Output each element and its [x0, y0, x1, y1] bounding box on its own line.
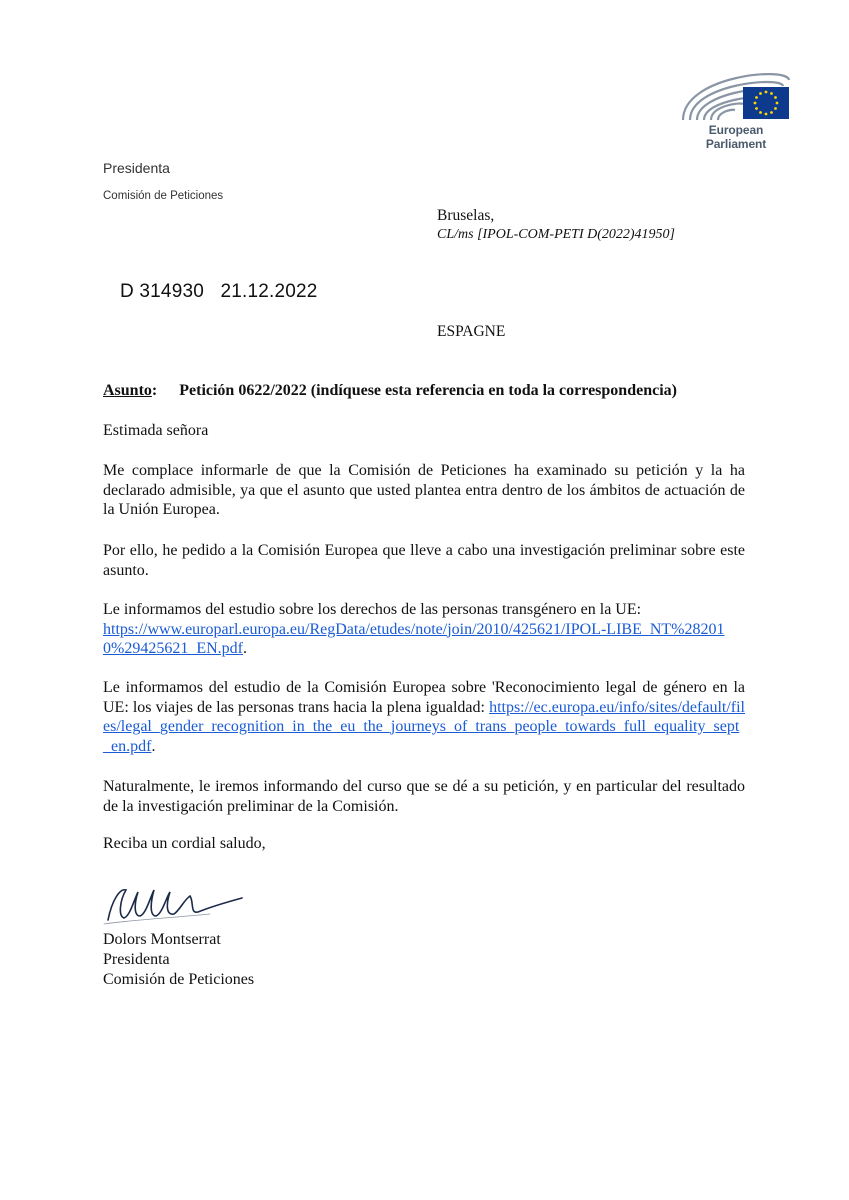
- greeting: Estimada señora: [103, 422, 209, 439]
- logo-text: European Parliament: [705, 123, 767, 151]
- paragraph-text: Le informamos del estudio de la Comisión Europea sobre 'Reconocimiento legal de género en la UE: los viajes de las personas trans hacia la plena igualdad:: [103, 679, 745, 716]
- place: Bruselas,: [437, 207, 495, 224]
- paragraph-investigation: Por ello, he pedido a la Comisión Europea que lleve a cabo una investigación preliminar sobre este asunto.: [103, 542, 745, 579]
- period: .: [151, 737, 156, 755]
- closing: Reciba un cordial saludo,: [103, 835, 266, 852]
- sender-title: Presidenta: [103, 160, 170, 176]
- signatory-name: Dolors Montserrat: [103, 931, 221, 948]
- recipient: ESPAGNE: [437, 323, 506, 340]
- subject-colon: :: [151, 382, 158, 399]
- paragraph-text: Le informamos del estudio sobre los derechos de las personas transgénero en la UE:: [103, 601, 642, 618]
- hemicycle-icon: [677, 62, 795, 124]
- subject-line: [103, 382, 677, 400]
- study-link-europarl[interactable]: https://www.europarl.europa.eu/RegData/etudes/note/join/2010/425621/IPOL-LIBE_NT%282010%29425621_EN.pdf: [103, 620, 725, 657]
- signatory-department: Comisión de Peticiones: [103, 971, 255, 988]
- handwritten-signature: [100, 870, 250, 930]
- subject-label: Asunto: [103, 382, 152, 399]
- period: .: [242, 640, 247, 657]
- paragraph-study-commission: [103, 678, 745, 756]
- study-link-commission[interactable]: https://ec.europa.eu/info/sites/default/files/legal_gender_recognition_in_the_eu_the_journeys_of_trans_people_towards_full_equality_sept_en.pdf: [103, 698, 745, 755]
- signatory-role: Presidenta: [103, 951, 170, 968]
- reference: CL/ms [IPOL-COM-PETI D(2022)41950]: [437, 227, 675, 242]
- paragraph-admissible: Me complace informarle de que la Comisión de Peticiones ha examinado su petición y la ha declarado admisible, ya que el asunto que usted plantea entra dentro de los ámbitos de actuación de la Unión Europea.: [103, 462, 745, 518]
- paragraph-study-transgender: [103, 600, 745, 659]
- sender-department: Comisión de Peticiones: [103, 190, 224, 202]
- subject-text: Petición 0622/2022 (indíquese esta referencia en toda la correspondencia): [179, 382, 677, 399]
- paragraph-followup: Naturalmente, le iremos informando del curso que se dé a su petición, y en particular del resultado de la investigación preliminar de la Comisión.: [103, 778, 745, 815]
- document-number: D 314930 21.12.2022: [120, 281, 318, 302]
